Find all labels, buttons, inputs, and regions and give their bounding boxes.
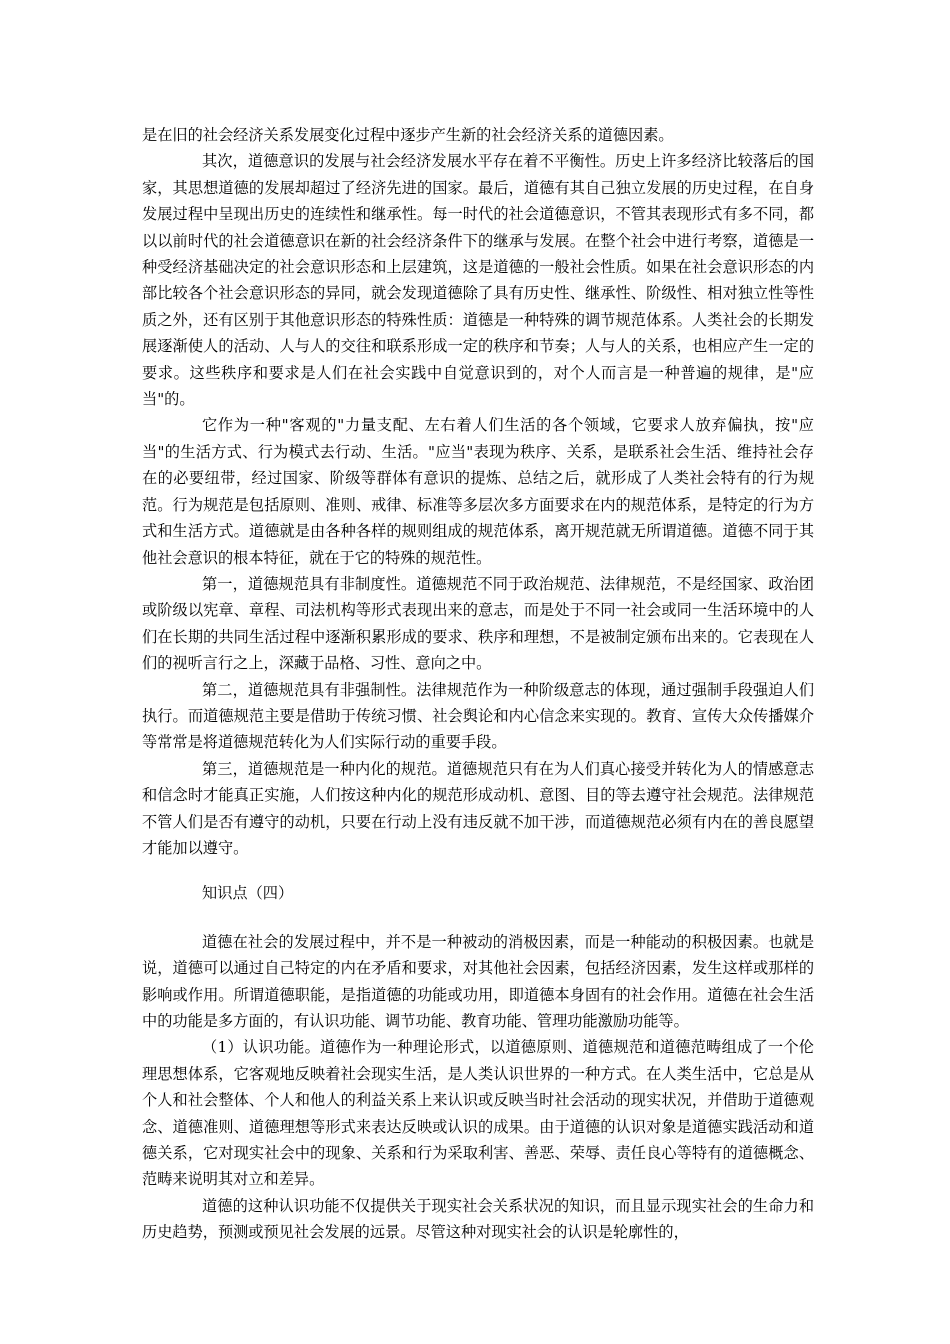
section-heading: 知识点（四） [202, 884, 294, 903]
paragraph: 其次，道德意识的发展与社会经济发展水平存在着不平衡性。历史上许多经济比较落后的国家，其思想道德的发展却超过了经济先进的国家。最后，道德有其自己独立发展的历史过程，在自身发展过程中呈现出历史的连续性和继承性。每一时代的社会道德意识，不管其表现形式有多不同，都以以前时代的社会道德意识在新的社会经济条件下的继承与发展。在整个社会中进行考察，道德是一种受经济基础决定的社会意识形态和上层建筑，这是道德的一般社会性质。如果在社会意识形态的内部比较各个社会意识形态的异同，就会发现道德除了具有历史性、继承性、阶级性、相对独立性等性质之外，还有区别于其他意识形态的特殊性质：道德是一种特殊的调节规范体系。人类社会的长期发展逐渐使人的活动、人与人的交往和联系形成一定的秩序和节奏；人与人的关系，也相应产生一定的要求。这些秩序和要求是人们在社会实践中自觉意识到的，对个人而言是一种普遍的规律，是"应当"的。 [142, 152, 814, 409]
document-body [142, 122, 814, 1246]
paragraph: 它作为一种"客观的"力量支配、左右着人们生活的各个领域，它要求人放弃偏执，按"应当"的生活方式、行为模式去行动、生活。"应当"表现为秩序、关系，是联系社会生活、维持社会存在的必要纽带，经过国家、阶级等群体有意识的提炼、总结之后，就形成了人类社会特有的行为规范。行为规范是包括原则、准则、戒律、标准等多层次多方面要求在内的规范体系，是特定的行为方式和生活方式。道德就是由各种各样的规则组成的规范体系，离开规范就无所谓道德。道德不同于其他社会意识的根本特征，就在于它的特殊的规范性。 [142, 416, 814, 567]
paragraph: 是在旧的社会经济关系发展变化过程中逐步产生新的社会经济关系的道德因素。 [142, 126, 674, 144]
paragraph: 第二，道德规范具有非强制性。法律规范作为一种阶级意志的体现，通过强制手段强迫人们执行。而道德规范主要是借助于传统习惯、社会舆论和内心信念来实现的。教育、宣传大众传播媒介等常常是将道德规范转化为人们实际行动的重要手段。 [142, 680, 814, 752]
paragraph: 道德的这种认识功能不仅提供关于现实社会关系状况的知识，而且显示现实社会的生命力和历史趋势，预测或预见社会发展的远景。尽管这种对现实社会的认识是轮廓性的， [142, 1196, 814, 1242]
paragraph: （1）认识功能。道德作为一种理论形式，以道德原则、道德规范和道德范畴组成了一个伦理思想体系，它客观地反映着社会现实生活，是人类认识世界的一种方式。在人类生活中，它总是从个人和社会整体、个人和他人的利益关系上来认识或反映当时社会活动的现实状况，并借助于道德观念、道德准则、道德理想等形式来表达反映或认识的成果。由于道德的认识对象是道德实践活动和道德关系，它对现实社会中的现象、关系和行为采取利害、善恶、荣辱、责任良心等特有的道德概念、范畴来说明其对立和差异。 [142, 1038, 814, 1189]
paragraph: 第一，道德规范具有非制度性。道德规范不同于政治规范、法律规范，不是经国家、政治团或阶级以宪章、章程、司法机构等形式表现出来的意志，而是处于不同一社会或同一生活环境中的人们在长期的共同生活过程中逐渐积累形成的要求、秩序和理想，不是被制定颁布出来的。它表现在人们的视听言行之上，深藏于品格、习性、意向之中。 [142, 574, 814, 673]
paragraph: 第三，道德规范是一种内化的规范。道德规范只有在为人们真心接受并转化为人的情感意志和信念时才能真正实施，人们按这种内化的规范形成动机、意图、目的等去遵守社会规范。法律规范不管人们是否有遵守的动机，只要在行动上没有违反就不加干涉，而道德规范必须有内在的善良愿望才能加以遵守。 [142, 759, 814, 857]
paragraph: 道德在社会的发展过程中，并不是一种被动的消极因素，而是一种能动的积极因素。也就是说，道德可以通过自己特定的内在矛盾和要求，对其他社会因素，包括经济因素，发生这样或那样的影响或作用。所谓道德职能，是指道德的功能或功用，即道德本身固有的社会作用。道德在社会生活中的功能是多方面的，有认识功能、调节功能、教育功能、管理功能激励功能等。 [142, 932, 814, 1030]
